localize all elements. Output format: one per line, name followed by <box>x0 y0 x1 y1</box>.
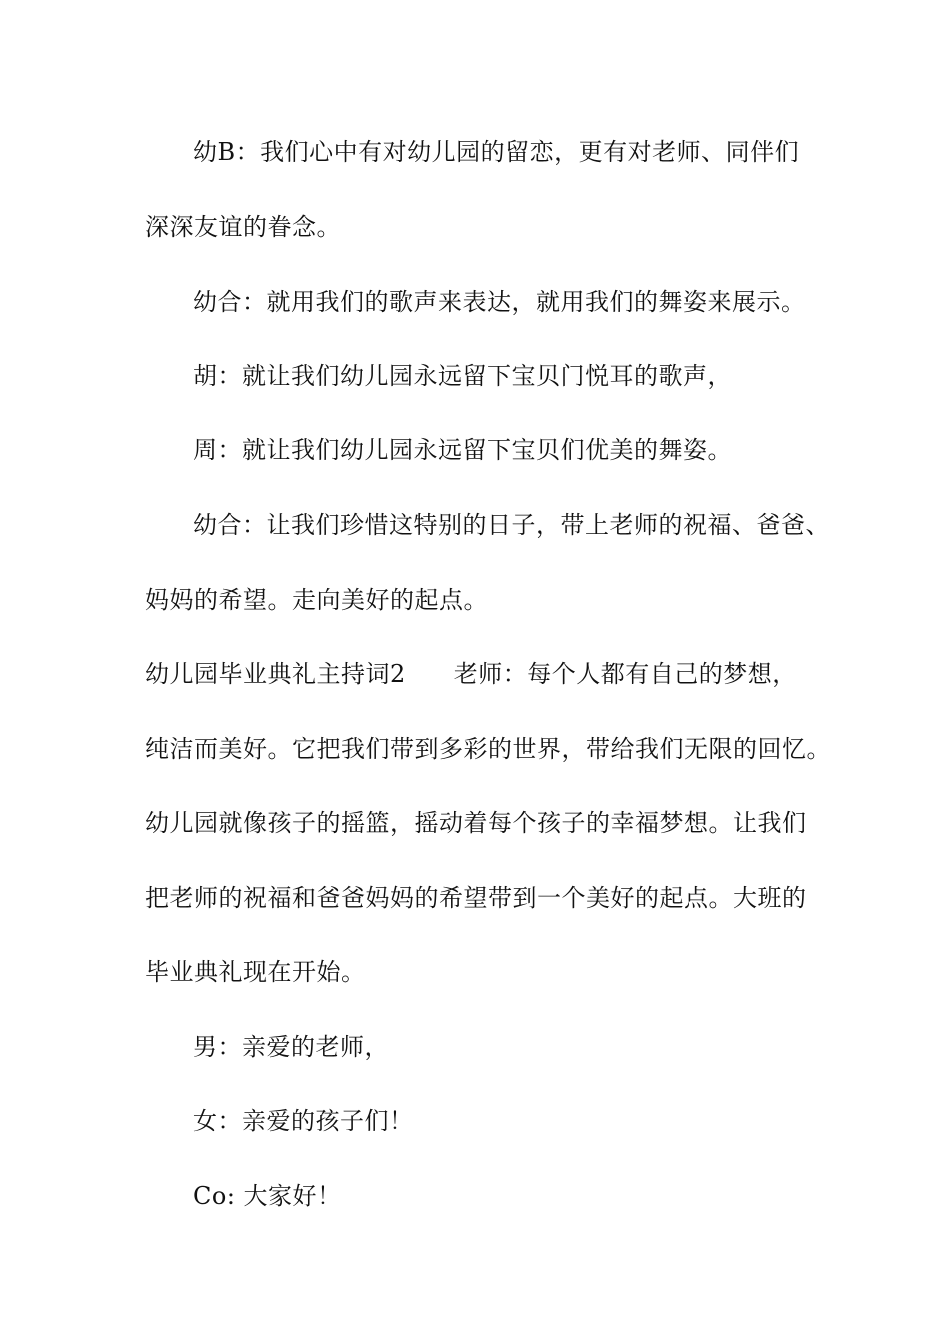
paragraph-line: 毕业典礼现在开始。 <box>145 958 366 986</box>
paragraph-line: Co: 大家好！ <box>193 1182 342 1210</box>
section-heading-line <box>145 659 797 689</box>
paragraph-line: 男：亲爱的老师， <box>193 1033 389 1061</box>
section-heading: 幼儿园毕业典礼主持词2 <box>145 660 406 688</box>
paragraph-line: 老师：每个人都有自己的梦想， <box>453 660 797 688</box>
paragraph-line: 幼合：就用我们的歌声来表达，就用我们的舞姿来展示。 <box>193 288 806 316</box>
paragraph-line: 把老师的祝福和爸爸妈妈的希望带到一个美好的起点。大班的 <box>145 884 807 912</box>
paragraph-line: 周：就让我们幼儿园永远留下宝贝们优美的舞姿。 <box>193 436 732 464</box>
paragraph-line: 幼儿园就像孩子的摇篮，摇动着每个孩子的幸福梦想。让我们 <box>145 809 807 837</box>
paragraph-line: 幼B：我们心中有对幼儿园的留恋，更有对老师、同伴们 <box>193 138 800 166</box>
paragraph-line: 幼合：让我们珍惜这特别的日子，带上老师的祝福、爸爸、 <box>193 511 830 539</box>
paragraph-line: 女：亲爱的孩子们！ <box>193 1107 414 1135</box>
paragraph-line: 妈妈的希望。走向美好的起点。 <box>145 586 488 614</box>
paragraph-line: 深深友谊的眷念。 <box>145 213 341 241</box>
paragraph-line: 胡：就让我们幼儿园永远留下宝贝门悦耳的歌声， <box>193 362 732 390</box>
paragraph-line: 纯洁而美好。它把我们带到多彩的世界，带给我们无限的回忆。 <box>145 735 831 763</box>
